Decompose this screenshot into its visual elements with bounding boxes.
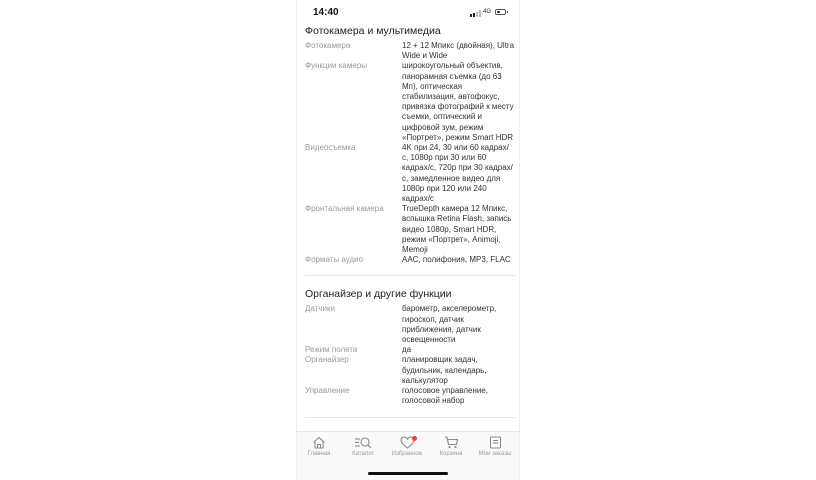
catalog-search-icon xyxy=(354,436,372,449)
spec-label: Управление xyxy=(305,386,350,396)
spec-row xyxy=(305,255,515,265)
spec-value: барометр, акселерометр, гироскоп, датчик приближения, датчик освещенности xyxy=(402,304,497,345)
tab-label: Корзина xyxy=(439,451,463,457)
home-icon xyxy=(312,436,326,449)
status-bar xyxy=(297,0,519,24)
tab-label: Мои заказы xyxy=(478,451,512,457)
spec-value: 4K при 24, 30 или 60 кадрах/с, 1080p при 30 или 60 кадрах/с, 720p при 30 кадрах/с, замедленное видео для 1080p при 120 или 240 кадрах/с xyxy=(402,143,513,204)
home-indicator[interactable] xyxy=(368,472,448,475)
section-camera xyxy=(305,25,515,276)
spec-label: Органайзер xyxy=(305,355,349,365)
spec-row xyxy=(305,386,515,406)
battery-icon xyxy=(495,9,506,15)
tab-my-orders[interactable] xyxy=(473,436,517,457)
status-time: 14:40 xyxy=(313,7,339,18)
spec-row xyxy=(305,304,515,345)
spec-value: да xyxy=(402,345,412,355)
orders-icon xyxy=(489,436,502,449)
spec-value: широкоугольный объектив, панорамная съемка (до 63 Мп), оптическая стабилизация, автофокус, привязка фотографий к месту съемки, оптический и цифровой зум, режим «Портрет», режим Smart HDR xyxy=(402,61,514,142)
spec-value: планировщик задач, будильник, календарь, калькулятор xyxy=(402,355,487,385)
tab-label: Каталог xyxy=(352,451,374,457)
spec-label: Форматы аудио xyxy=(305,255,364,265)
spec-row xyxy=(305,345,515,355)
section-organizer xyxy=(305,288,515,417)
spec-row xyxy=(305,204,515,255)
tab-favorites[interactable] xyxy=(385,436,429,457)
tab-cart[interactable] xyxy=(429,436,473,457)
section-title: Фотокамера и мультимедиа xyxy=(305,25,441,37)
tab-home[interactable] xyxy=(297,436,341,457)
spec-label: Видеосъемка xyxy=(305,143,356,153)
specs-content[interactable] xyxy=(305,25,515,468)
spec-label: Режим полета xyxy=(305,345,358,355)
favorites-badge-dot xyxy=(412,436,417,441)
spec-row xyxy=(305,355,515,386)
phone-screen xyxy=(297,0,519,480)
section-title: Органайзер и другие функции xyxy=(305,288,452,301)
spec-value: AAC, полифония, MP3, FLAC xyxy=(402,255,511,265)
spec-row xyxy=(305,143,515,204)
spec-row xyxy=(305,41,515,61)
signal-icon xyxy=(470,10,482,17)
spec-row xyxy=(305,61,515,143)
spec-value: TrueDepth камера 12 Мпикс, вспышка Retina Flash, запись видео 1080p, Smart HDR, режим «Портрет», Animoji, Memoji xyxy=(402,204,512,255)
tab-catalog[interactable] xyxy=(341,436,385,457)
tab-label: Избранное xyxy=(391,451,423,457)
network-type: 4G xyxy=(483,9,492,15)
cart-icon xyxy=(444,436,459,449)
spec-label: Функции камеры xyxy=(305,61,368,71)
spec-label: Фронтальная камера xyxy=(305,204,384,214)
spec-label: Фотокамера xyxy=(305,41,351,50)
spec-value: 12 + 12 Мпикс (двойная), Ultra Wide и Wide xyxy=(402,41,515,61)
tab-label: Главная xyxy=(307,451,331,457)
spec-value: голосовое управление, голосовой набор xyxy=(402,386,489,406)
spec-label: Датчики xyxy=(305,304,335,314)
